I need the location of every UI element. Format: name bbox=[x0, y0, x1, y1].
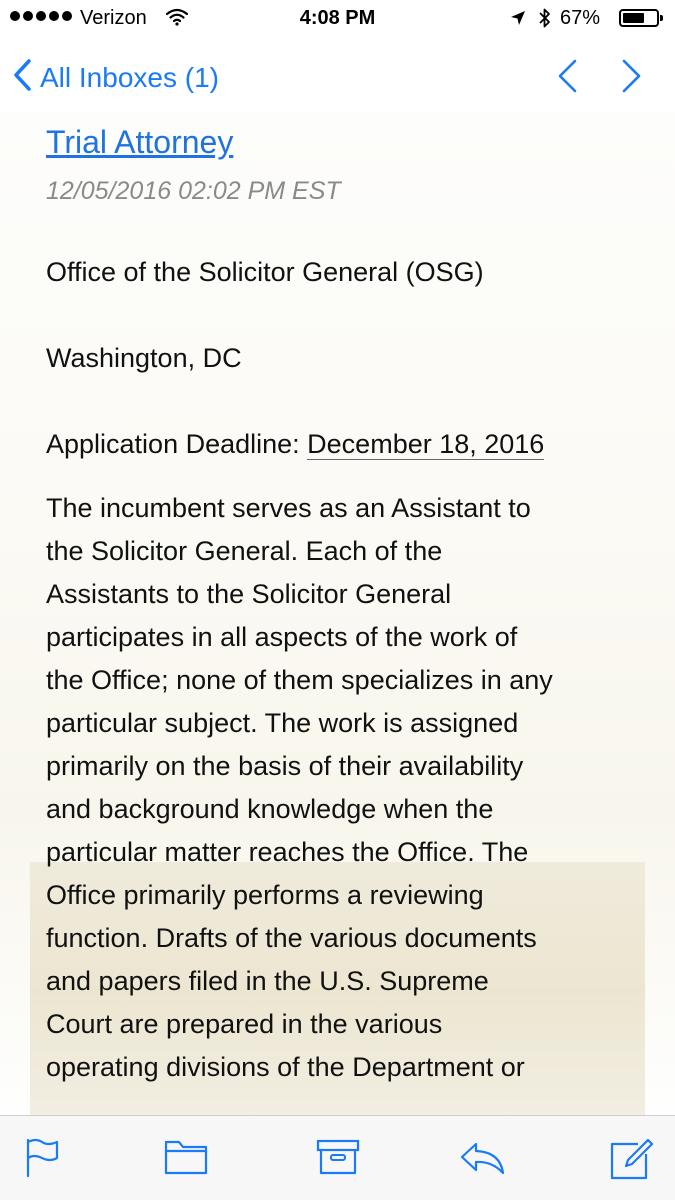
archive-button[interactable] bbox=[316, 1138, 360, 1181]
message-content bbox=[46, 112, 636, 1089]
battery-level-fill bbox=[623, 13, 644, 23]
message-body[interactable] bbox=[0, 112, 675, 1115]
body-line: and papers filed in the U.S. Supreme bbox=[46, 966, 489, 996]
body-line: Court are prepared in the various bbox=[46, 1009, 443, 1039]
body-line: particular matter reaches the Office. The bbox=[46, 837, 529, 867]
move-to-folder-button[interactable] bbox=[164, 1138, 208, 1181]
previous-message-button[interactable] bbox=[555, 58, 579, 99]
status-bar bbox=[0, 0, 675, 40]
reply-icon bbox=[458, 1163, 506, 1180]
nav-bar bbox=[0, 40, 675, 112]
folder-icon bbox=[164, 1163, 208, 1180]
location-text: Washington, DC bbox=[46, 343, 242, 373]
body-line: the Solicitor General. Each of the bbox=[46, 536, 443, 566]
body-line: primarily on the basis of their availability bbox=[46, 751, 524, 781]
next-message-button[interactable] bbox=[620, 58, 644, 99]
body-line: function. Drafts of the various documents bbox=[46, 923, 537, 953]
body-line: Assistants to the Solicitor General bbox=[46, 579, 452, 609]
chevron-left-icon bbox=[12, 58, 32, 97]
flag-icon bbox=[24, 1165, 60, 1182]
compose-icon bbox=[608, 1169, 654, 1186]
battery-percent: 67% bbox=[560, 7, 601, 29]
back-button[interactable] bbox=[12, 58, 219, 97]
body-line: the Office; none of them specializes in any bbox=[46, 665, 553, 695]
archive-icon bbox=[316, 1163, 360, 1180]
body-line: participates in all aspects of the work of bbox=[46, 622, 518, 652]
deadline-line bbox=[46, 423, 636, 466]
clock-time: 4:08 PM bbox=[299, 7, 376, 29]
flag-button[interactable] bbox=[24, 1138, 60, 1183]
chevron-down-icon bbox=[620, 81, 644, 98]
deadline-date-link[interactable]: December 18, 2016 bbox=[307, 429, 545, 459]
bluetooth-icon bbox=[538, 7, 552, 35]
battery-icon bbox=[619, 9, 659, 27]
body-line: The incumbent serves as an Assistant to bbox=[46, 493, 531, 523]
reply-button[interactable] bbox=[458, 1138, 506, 1181]
compose-button[interactable] bbox=[608, 1138, 654, 1187]
body-line: and background knowledge when the bbox=[46, 794, 494, 824]
organization-text: Office of the Solicitor General (OSG) bbox=[46, 257, 484, 287]
chevron-up-icon bbox=[555, 81, 579, 98]
body-paragraph bbox=[46, 487, 636, 1089]
back-label: All Inboxes (1) bbox=[40, 61, 219, 93]
body-line: operating divisions of the Department or bbox=[46, 1052, 525, 1082]
location-arrow-icon bbox=[510, 9, 526, 32]
body-line: Office primarily performs a reviewing bbox=[46, 880, 484, 910]
bottom-toolbar bbox=[0, 1115, 675, 1200]
deadline-label: Application Deadline: bbox=[46, 429, 308, 459]
carrier-label: Verizon bbox=[80, 7, 147, 29]
message-date: 12/05/2016 02:02 PM EST bbox=[46, 177, 341, 205]
subject-link[interactable]: Trial Attorney bbox=[46, 124, 234, 160]
body-line: particular subject. The work is assigned bbox=[46, 708, 519, 738]
